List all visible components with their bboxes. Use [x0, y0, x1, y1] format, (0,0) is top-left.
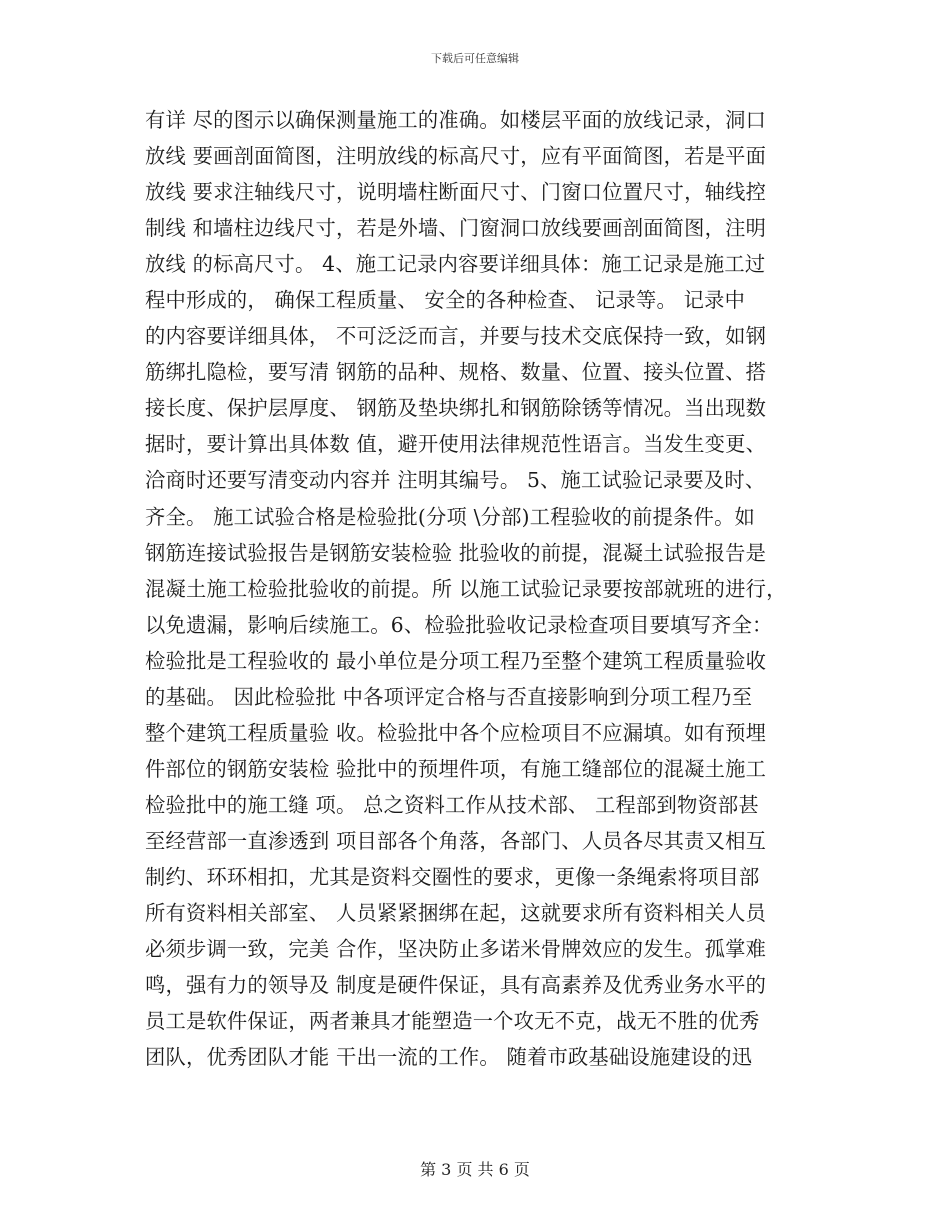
- text-line: 必须步调一致，完美 合作，坚决防止多诺米骨牌效应的发生。孤掌难: [145, 937, 767, 962]
- text-line: 团队，优秀团队才能 干出一流的工作。 随着市政基础设施建设的迅: [145, 1045, 753, 1070]
- text-line: 有详 尽的图示以确保测量施工的准确。如楼层平面的放线记录，洞口: [145, 108, 767, 132]
- body-text: [145, 102, 815, 1075]
- text-line: 员工是软件保证，两者兼具才能塑造一个攻无不克，战无不胜的优秀: [145, 1009, 760, 1034]
- text-line: 放线 的标高尺寸。 4、施工记录内容要详细具体：施工记录是施工过: [145, 252, 766, 277]
- text-line: 混凝土施工检验批验收的前提。所 以施工试验记录要按部就班的进行，: [145, 576, 787, 601]
- text-line: 筋绑扎隐检，要写清 钢筋的品种、规格、数量、位置、接头位置、搭: [145, 360, 767, 385]
- text-line: 以免遗漏，影响后续施工。6、检验批验收记录检查项目要填写齐全：: [145, 612, 773, 637]
- text-line: 程中形成的， 确保工程质量、 安全的各种检查、 记录等。 记录中: [145, 288, 746, 313]
- text-line: 制约、环环相扣，尤其是资料交圈性的要求，更像一条绳索将项目部: [145, 864, 760, 889]
- text-line: 接长度、保护层厚度、 钢筋及垫块绑扎和钢筋除锈等情况。当出现数: [145, 396, 767, 421]
- text-line: 检验批是工程验收的 最小单位是分项工程乃至整个建筑工程质量验收: [145, 648, 767, 673]
- text-line: 放线 要求注轴线尺寸，说明墙柱断面尺寸、门窗口位置尺寸，轴线控: [145, 180, 767, 205]
- page-header: 下载后可任意编辑: [431, 52, 519, 65]
- page-number: 第 3 页 共 6 页: [420, 1160, 530, 1179]
- text-line: 件部位的钢筋安装检 验批中的预埋件项，有施工缝部位的混凝土施工: [145, 756, 767, 781]
- text-line: 齐全。 施工试验合格是检验批(分项 \分部)工程验收的前提条件。如: [145, 504, 756, 529]
- text-line: 洽商时还要写清变动内容并 注明其编号。 5、施工试验记录要及时、: [145, 468, 766, 493]
- text-line: 钢筋连接试验报告是钢筋安装检验 批验收的前提，混凝土试验报告是: [145, 540, 767, 565]
- text-line: 鸣，强有力的领导及 制度是硬件保证，具有高素养及优秀业务水平的: [145, 973, 767, 998]
- text-line: 的基础。 因此检验批 中各项评定合格与否直接影响到分项工程乃至: [145, 684, 753, 709]
- text-line: 至经营部一直渗透到 项目部各个角落，各部门、人员各尽其责又相互: [145, 828, 767, 853]
- text-line: 的内容要详细具体， 不可泛泛而言，并要与技术交底保持一致，如钢: [145, 324, 767, 349]
- text-line: 整个建筑工程质量验 收。检验批中各个应检项目不应漏填。如有预埋: [145, 720, 767, 745]
- text-line: 放线 要画剖面简图，注明放线的标高尺寸，应有平面简图，若是平面: [145, 144, 767, 169]
- text-line: 检验批中的施工缝 项。 总之资料工作从技术部、 工程部到物资部甚: [145, 792, 759, 817]
- text-line: 制线 和墙柱边线尺寸，若是外墙、门窗洞口放线要画剖面简图，注明: [145, 216, 767, 241]
- text-line: 所有资料相关部室、 人员紧紧捆绑在起，这就要求所有资料相关人员: [145, 901, 767, 926]
- text-line: 据时，要计算出具体数 值，避开使用法律规范性语言。当发生变更、: [145, 432, 767, 457]
